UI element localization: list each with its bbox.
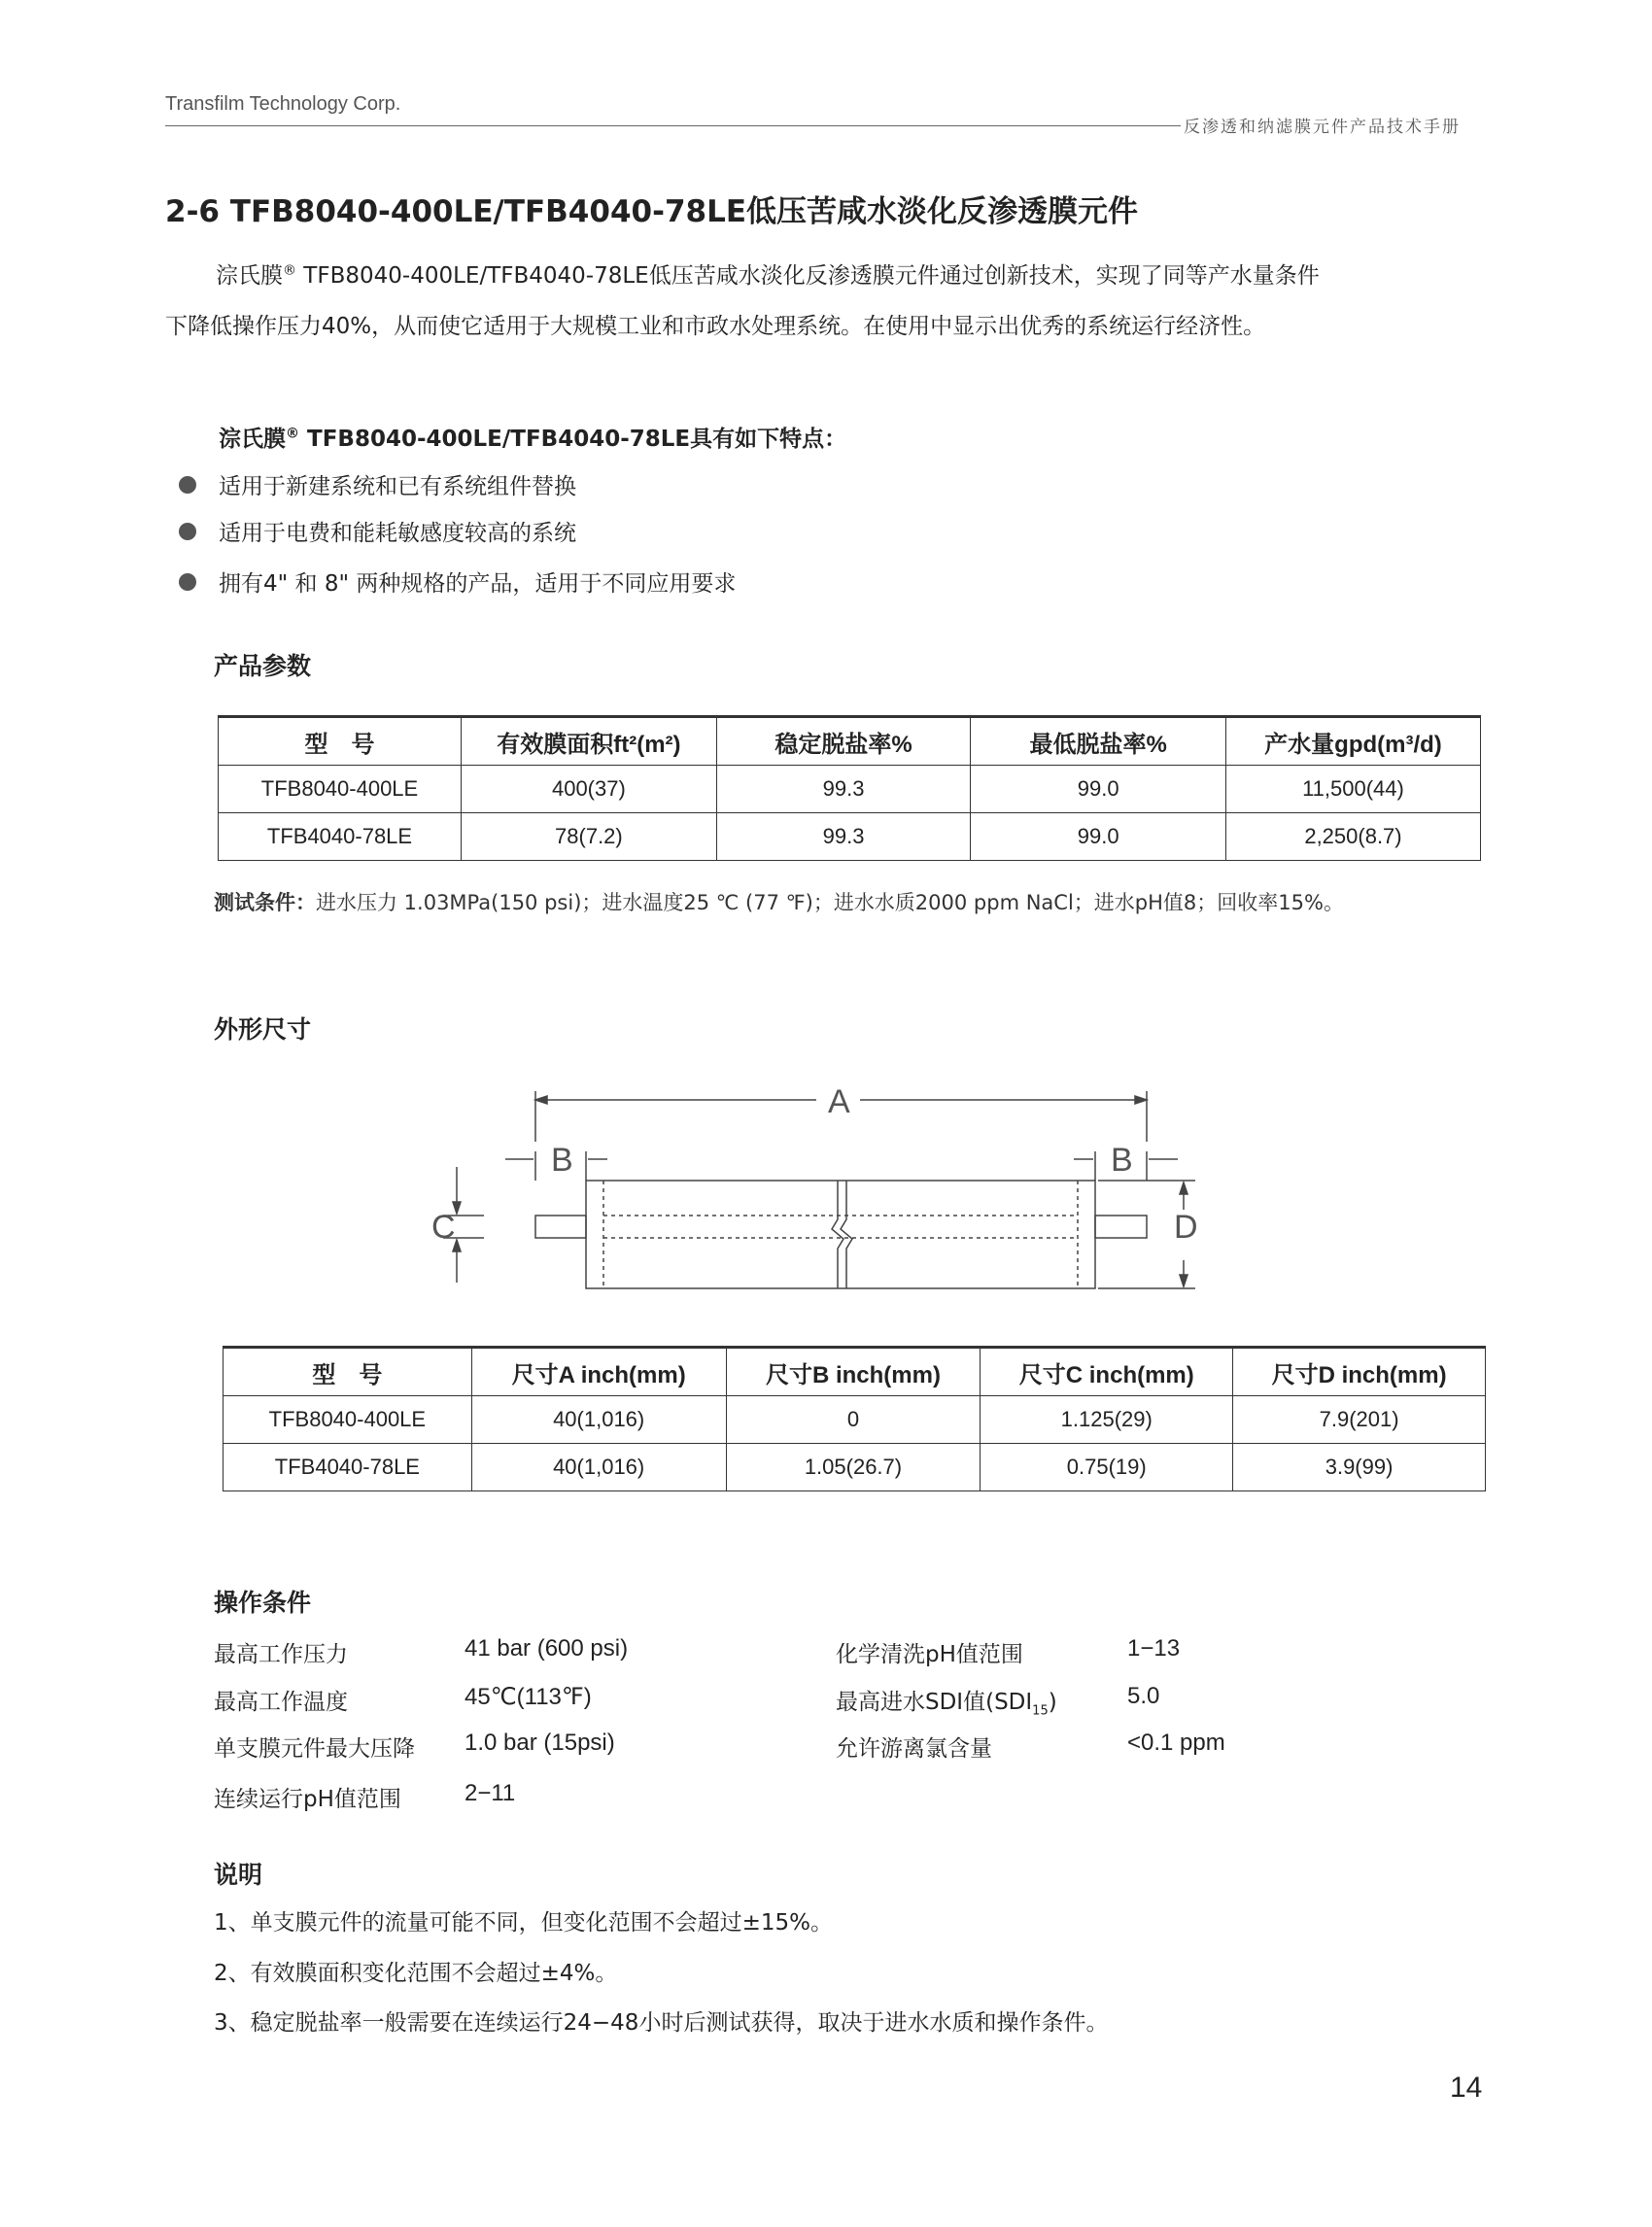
table-cell: 0.75(19) <box>981 1444 1233 1491</box>
header-rule <box>165 125 1181 126</box>
dimension-label-a: A <box>828 1083 850 1120</box>
dimension-label-c: C <box>431 1209 456 1246</box>
op-value: 2−11 <box>465 1780 516 1806</box>
dimensions-section-title: 外形尺寸 <box>214 1015 312 1044</box>
op-value: <0.1 ppm <box>1127 1730 1225 1756</box>
column-header: 稳定脱盐率% <box>716 717 971 766</box>
column-header: 尺寸D inch(mm) <box>1233 1348 1486 1396</box>
table-cell: 2,250(8.7) <box>1225 813 1480 861</box>
table-header-row <box>224 1348 1486 1396</box>
feature-item: 适用于电费和能耗敏感度较高的系统 <box>219 521 576 546</box>
column-header: 型 号 <box>224 1348 472 1396</box>
params-table <box>218 715 1481 861</box>
op-label: 最高工作温度 <box>214 1690 348 1715</box>
table-cell: 400(37) <box>462 766 717 813</box>
test-conditions <box>214 887 1344 916</box>
op-label: 允许游离氯含量 <box>836 1736 992 1762</box>
table-cell: 99.0 <box>971 766 1226 813</box>
feature-item: 适用于新建系统和已有系统组件替换 <box>219 474 576 499</box>
company-name: Transfilm Technology Corp. <box>165 93 401 115</box>
operation-section-title: 操作条件 <box>214 1589 312 1617</box>
op-label-sdi-text: 最高进水SDI值(SDI <box>836 1690 1033 1715</box>
feature-item: 拥有4" 和 8" 两种规格的产品，适用于不同应用要求 <box>219 571 737 597</box>
test-conditions-label: 测试条件： <box>214 891 316 914</box>
features-brand: 淙氏膜 <box>219 427 286 452</box>
table-cell: TFB8040-400LE <box>219 766 462 813</box>
params-section-title: 产品参数 <box>214 652 312 680</box>
column-header: 尺寸B inch(mm) <box>726 1348 981 1396</box>
column-header: 尺寸A inch(mm) <box>471 1348 726 1396</box>
table-cell: 7.9(201) <box>1233 1396 1486 1444</box>
op-value: 1.0 bar (15psi) <box>465 1730 615 1756</box>
dimension-label-d: D <box>1174 1209 1198 1246</box>
notes-section-title: 说明 <box>214 1861 263 1889</box>
note-item: 2、有效膜面积变化范围不会超过±4%。 <box>214 1961 618 1986</box>
table-cell: TFB4040-78LE <box>219 813 462 861</box>
features-title-text: TFB8040-400LE/TFB4040-78LE具有如下特点： <box>299 427 847 452</box>
intro-text-line2: 下降低操作压力40%，从而使它适用于大规模工业和市政水处理系统。在使用中显示出优秀的系统运行经济性。 <box>165 314 1266 339</box>
bullet-icon <box>179 476 196 494</box>
table-cell: 40(1,016) <box>471 1444 726 1491</box>
column-header: 最低脱盐率% <box>971 717 1226 766</box>
bullet-icon <box>179 523 196 540</box>
op-value: 41 bar (600 psi) <box>465 1635 629 1662</box>
features-title <box>219 421 846 453</box>
table-cell: 1.05(26.7) <box>726 1444 981 1491</box>
op-label: 单支膜元件最大压降 <box>214 1736 415 1762</box>
op-label: 最高工作压力 <box>214 1642 348 1667</box>
op-label: 化学清洗pH值范围 <box>836 1642 1023 1667</box>
dimensions-table <box>223 1346 1486 1491</box>
note-item: 3、稳定脱盐率一般需要在连续运行24−48小时后测试获得，取决于进水水质和操作条件。 <box>214 2010 1109 2036</box>
intro-brand: 淙氏膜 <box>216 263 283 289</box>
table-cell: 3.9(99) <box>1233 1444 1486 1491</box>
table-cell: TFB4040-78LE <box>224 1444 472 1491</box>
op-label-sdi-end: ) <box>1048 1690 1057 1715</box>
registered-mark: ® <box>283 262 296 279</box>
table-cell: 11,500(44) <box>1225 766 1480 813</box>
intro-text-line1: TFB8040-400LE/TFB4040-78LE低压苦咸水淡化反渗透膜元件通过创新技术，实现了同等产水量条件 <box>296 263 1320 289</box>
column-header: 有效膜面积ft²(m²) <box>462 717 717 766</box>
bullet-icon <box>179 573 196 591</box>
table-row <box>219 766 1481 813</box>
element-dimension-diagram <box>418 1074 1215 1317</box>
table-header-row <box>219 717 1481 766</box>
page-number: 14 <box>1450 2072 1483 2104</box>
table-cell: 78(7.2) <box>462 813 717 861</box>
page-title: 2-6 TFB8040-400LE/TFB4040-78LE低压苦咸水淡化反渗透膜元件 <box>165 194 1139 229</box>
column-header: 产水量gpd(m³/d) <box>1225 717 1480 766</box>
intro-paragraph <box>165 251 1497 352</box>
column-header: 尺寸C inch(mm) <box>981 1348 1233 1396</box>
test-conditions-text: 进水压力 1.03MPa(150 psi)；进水温度25 ℃ (77 ℉)；进水水质2000 ppm NaCl；进水pH值8；回收率15%。 <box>316 891 1344 914</box>
op-value: 1−13 <box>1127 1635 1181 1662</box>
op-value: 45℃(113℉) <box>465 1684 592 1710</box>
op-value: 5.0 <box>1127 1683 1160 1709</box>
dimension-label-b-right: B <box>1111 1142 1133 1179</box>
table-row <box>219 813 1481 861</box>
op-label: 连续运行pH值范围 <box>214 1787 401 1812</box>
op-label-sdi-sub: 15 <box>1032 1703 1049 1719</box>
dimension-label-b-left: B <box>551 1142 573 1179</box>
table-cell: 99.3 <box>716 766 971 813</box>
features-registered-mark: ® <box>286 426 299 442</box>
table-cell: 99.3 <box>716 813 971 861</box>
column-header: 型 号 <box>219 717 462 766</box>
table-row <box>224 1444 1486 1491</box>
op-label-sdi <box>836 1684 1057 1719</box>
table-row <box>224 1396 1486 1444</box>
manual-title: 反渗透和纳滤膜元件产品技术手册 <box>1184 118 1461 137</box>
note-item: 1、单支膜元件的流量可能不同，但变化范围不会超过±15%。 <box>214 1910 834 1936</box>
table-cell: 0 <box>726 1396 981 1444</box>
table-cell: 1.125(29) <box>981 1396 1233 1444</box>
table-cell: TFB8040-400LE <box>224 1396 472 1444</box>
table-cell: 40(1,016) <box>471 1396 726 1444</box>
table-cell: 99.0 <box>971 813 1226 861</box>
